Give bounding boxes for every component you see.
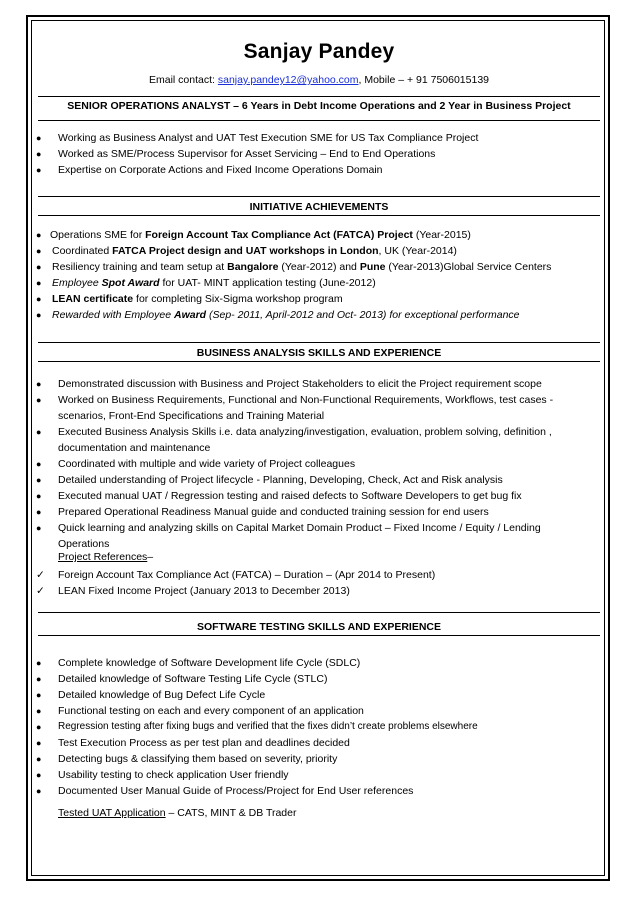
bullet-icon: ● [36, 310, 42, 320]
business-list [36, 376, 584, 552]
bullet-icon: ● [36, 674, 42, 684]
bullet-icon: ● [36, 491, 42, 501]
list-item: ● Usability testing to check application User friendly [36, 769, 289, 781]
list-item: ● Expertise on Corporate Actions and Fixed Income Operations Domain [36, 164, 383, 176]
list-item: ✓ LEAN Fixed Income Project (January 2013 to December 2013) [36, 585, 350, 597]
list-item: ● Coordinated with multiple and wide variety of Project colleagues [36, 458, 356, 470]
list-item: ● Worked on Business Requirements, Functional and Non-Functional Requirements, Workflows, test cases - scenarios, Front-End Specifications and Training Material [36, 394, 554, 422]
list-item: ● Operations SME for Foreign Account Tax Compliance Act (FATCA) Project (Year-2015) [36, 229, 471, 241]
list-item: ● Employee Spot Award for UAT- MINT application testing (June-2012) [36, 277, 376, 289]
tested-uat-line: Tested UAT Application – CATS, MINT & DB Trader [58, 807, 297, 819]
bullet-icon: ● [36, 658, 42, 668]
software-list [36, 655, 596, 799]
candidate-name: Sanjay Pandey [243, 40, 395, 63]
contact-prefix: Email contact: [149, 74, 218, 86]
list-item: ● Working as Business Analyst and UAT Test Execution SME for US Tax Compliance Project [36, 132, 479, 144]
business-title: BUSINESS ANALYSIS SKILLS AND EXPERIENCE [196, 347, 442, 359]
divider [38, 96, 600, 97]
bullet-icon: ● [36, 786, 42, 796]
list-item: ✓ Foreign Account Tax Compliance Act (FATCA) – Duration – (Apr 2014 to Present) [36, 569, 436, 581]
contact-line [36, 74, 602, 86]
bullet-icon: ● [36, 475, 42, 485]
bullet-icon: ● [36, 133, 42, 143]
list-item: ● Worked as SME/Process Supervisor for Asset Servicing – End to End Operations [36, 148, 436, 160]
list-item: ● Detailed understanding of Project lifecycle - Planning, Developing, Check, Act and Risk analysis [36, 474, 503, 486]
list-item: ● Coordinated FATCA Project design and UAT workshops in London, UK (Year-2014) [36, 245, 457, 257]
bullet-icon: ● [36, 395, 42, 405]
bullet-icon: ● [36, 738, 42, 748]
bullet-icon: ● [36, 690, 42, 700]
divider [38, 342, 600, 343]
check-icon: ✓ [36, 585, 45, 597]
bullet-icon: ● [36, 379, 42, 389]
software-title: SOFTWARE TESTING SKILLS AND EXPERIENCE [196, 621, 442, 633]
bullet-icon: ● [36, 722, 42, 732]
divider [38, 635, 600, 636]
bullet-icon: ● [36, 230, 42, 240]
bullet-icon: ● [36, 507, 42, 517]
bullet-icon: ● [36, 754, 42, 764]
divider [38, 612, 600, 613]
bullet-icon: ● [36, 262, 42, 272]
check-icon: ✓ [36, 569, 45, 581]
contact-mobile: , Mobile – + 91 7506015139 [358, 74, 489, 86]
list-item: ● Executed manual UAT / Regression testing and raised defects to Software Developers to get bug fix [36, 490, 522, 502]
list-item: ● Complete knowledge of Software Development life Cycle (SDLC) [36, 657, 361, 669]
list-item: ● Resiliency training and team setup at Bangalore (Year-2012) and Pune (Year-2013)Global Service Centers [36, 261, 552, 273]
list-item: ● Detailed knowledge of Bug Defect Life Cycle [36, 689, 266, 701]
bullet-icon: ● [36, 294, 42, 304]
project-references-title: Project References– [58, 551, 154, 563]
bullet-icon: ● [36, 165, 42, 175]
bullet-icon: ● [36, 149, 42, 159]
initiative-title: INITIATIVE ACHIEVEMENTS [249, 201, 389, 213]
list-item: ● Quick learning and analyzing skills on Capital Market Domain Product – Fixed Income / Equity / Lending Operations [36, 522, 541, 550]
bullet-icon: ● [36, 706, 42, 716]
project-references-list [36, 567, 596, 599]
list-item: ● Detecting bugs & classifying them based on severity, priority [36, 753, 338, 765]
list-item: ● Regression testing after fixing bugs and verified that the fixes didn’t create problems elsewhere [36, 719, 596, 735]
bullet-icon: ● [36, 246, 42, 256]
bullet-icon: ● [36, 770, 42, 780]
divider [38, 361, 600, 362]
email-link[interactable]: sanjay.pandey12@yahoo.com [217, 74, 359, 86]
list-item: ● Rewarded with Employee Award (Sep- 2011, April-2012 and Oct- 2013) for exceptional performance [36, 309, 520, 321]
summary-list [36, 130, 596, 178]
list-item: ● Detailed knowledge of Software Testing Life Cycle (STLC) [36, 673, 328, 685]
divider [38, 120, 600, 121]
divider [38, 215, 600, 216]
list-item: ● Test Execution Process as per test plan and deadlines decided [36, 737, 350, 749]
list-item: ● Prepared Operational Readiness Manual guide and conducted training session for end users [36, 506, 489, 518]
divider [38, 196, 600, 197]
bullet-icon: ● [36, 523, 42, 533]
list-item: ● LEAN certificate for completing Six-Sigma workshop program [36, 293, 343, 305]
summary-title: SENIOR OPERATIONS ANALYST – 6 Years in Debt Income Operations and 2 Year in Business Project [67, 100, 571, 112]
bullet-icon: ● [36, 427, 42, 437]
bullet-icon: ● [36, 459, 42, 469]
list-item: ● Functional testing on each and every component of an application [36, 705, 364, 717]
initiative-list [36, 227, 596, 323]
bullet-icon: ● [36, 278, 42, 288]
list-item: ● Demonstrated discussion with Business and Project Stakeholders to elicit the Project requirement scope [36, 378, 542, 390]
list-item: ● Executed Business Analysis Skills i.e. data analyzing/investigation, evaluation, problem solving, definition , documentation and maintenance [36, 426, 552, 454]
list-item: ● Documented User Manual Guide of Process/Project for End User references [36, 785, 414, 797]
